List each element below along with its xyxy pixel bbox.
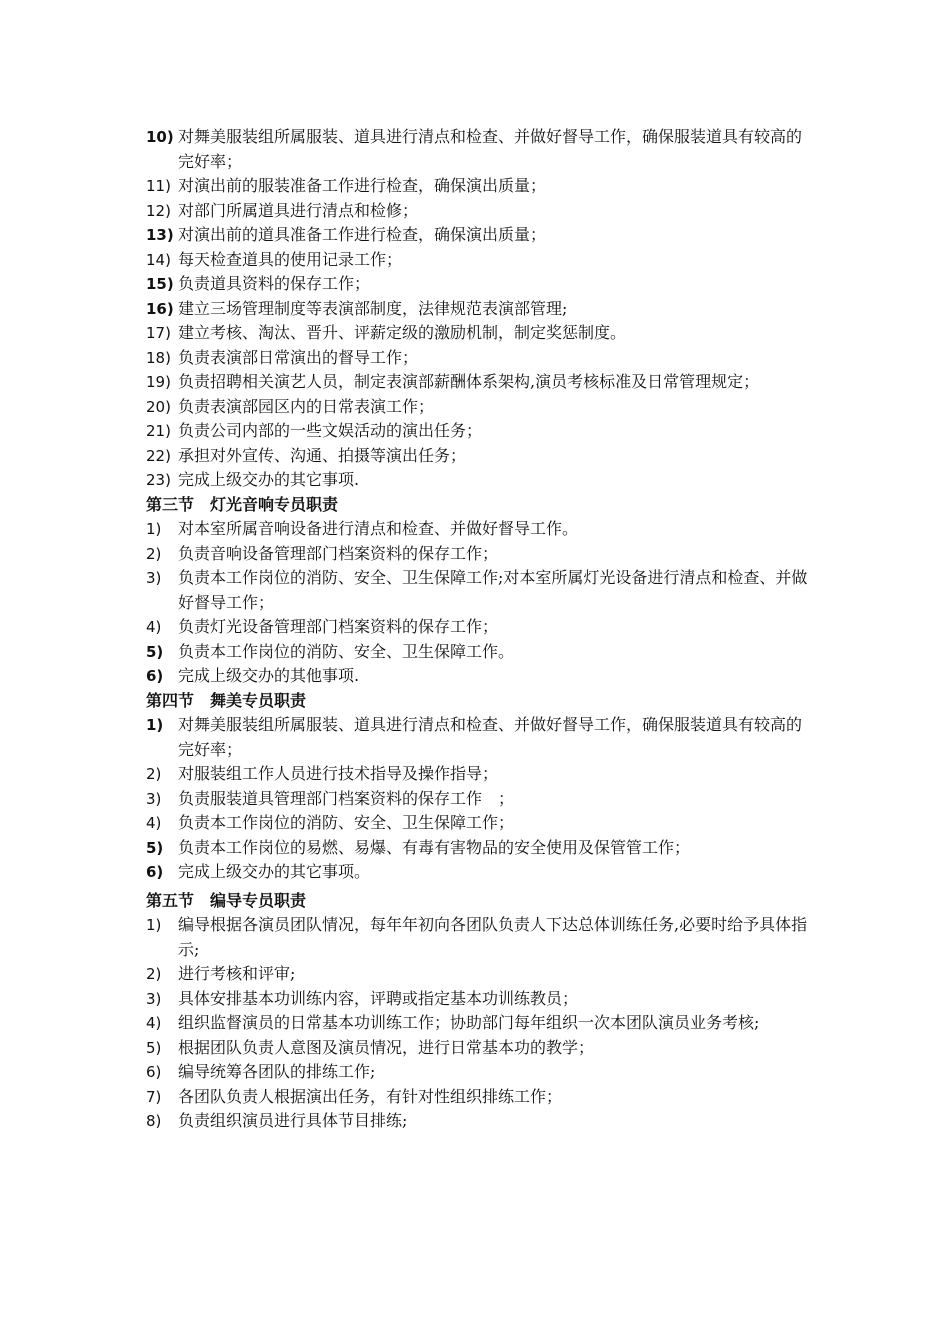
item-text: 对演出前的服装准备工作进行检查，确保演出质量； [178,176,547,195]
item-text: 负责本工作岗位的消防、安全、卫生保障工作。 [178,641,515,661]
item-text: 负责服装道具管理部门档案资料的保存工作 ； [178,788,515,808]
item-number: 4) [146,618,162,636]
item-number: 18) [146,348,171,367]
item-number: 1) [146,916,162,934]
item-number: 11) [146,177,171,195]
item-text: 负责本工作岗位的消防、安全、卫生保障工作;对本室所属灯光设备进行清点和检查、并做好督导工作； [178,568,808,612]
item-text: 负责表演部园区内的日常表演工作； [178,396,435,416]
section-3-list [146,517,812,689]
item-text: 负责本工作岗位的消防、安全、卫生保障工作； [178,813,515,832]
item-text: 组织监督演员的日常基本功训练工作；协助部门每年组织一次本团队演员业务考核; [178,1013,760,1032]
item-number: 13) [146,226,174,244]
item-text: 完成上级交办的其它事项. [178,470,360,489]
item-text: 负责表演部日常演出的督导工作； [178,347,419,367]
list-item [146,664,812,689]
item-number: 20) [146,397,171,416]
item-text: 建立三场管理制度等表演部制度，法律规范表演部管理; [178,298,568,318]
item-number: 1) [146,716,164,734]
list-item [146,836,812,861]
section-4-heading: 第四节 舞美专员职责 [146,690,307,710]
list-item [146,444,812,469]
item-text: 负责灯光设备管理部门档案资料的保存工作； [178,617,499,636]
item-number: 2) [146,544,162,563]
list-item [146,640,812,665]
item-number: 23) [146,471,171,489]
item-number: 4) [146,1014,162,1032]
item-number: 2) [146,765,162,783]
item-text: 承担对外宣传、沟通、拍摄等演出任务； [178,445,467,465]
item-number: 5) [146,1038,162,1057]
item-number: 16) [146,299,174,318]
list-item [146,1060,812,1085]
item-number: 3) [146,569,162,587]
document-content [146,125,812,1134]
list-item [146,566,812,615]
item-text: 对本室所属音响设备进行清点和检查、并做好督导工作。 [178,519,579,538]
item-text: 完成上级交办的其它事项。 [178,862,371,881]
item-number: 3) [146,989,162,1008]
item-number: 17) [146,324,171,342]
item-text: 对舞美服装组所属服装、道具进行清点和检查、并做好督导工作，确保服装道具有较高的完好率； [178,715,803,759]
list-item [146,174,812,199]
item-number: 5) [146,642,164,661]
item-text: 负责本工作岗位的易燃、易爆、有毒有害物品的安全使用及保管管工作； [178,837,691,857]
list-item [146,1109,812,1134]
item-text: 负责公司内部的一些文娱活动的演出任务； [178,421,483,440]
list-item [146,962,812,987]
section-3-heading: 第三节 灯光音响专员职责 [146,494,339,514]
list-item [146,199,812,224]
section-5-heading: 第五节 编导专员职责 [146,890,307,910]
item-text: 负责音响设备管理部门档案资料的保存工作； [178,543,499,563]
list-item [146,762,812,787]
item-text: 根据团队负责人意图及演员情况，进行日常基本功的教学； [178,1037,595,1057]
item-number: 22) [146,446,171,465]
item-text: 编导根据各演员团队情况，每年年初向各团队负责人下达总体训练任务,必要时给予具体指示; [178,915,808,959]
item-number: 15) [146,275,174,293]
section-5-list [146,913,812,1134]
list-item [146,913,812,962]
list-item [146,615,812,640]
item-number: 5) [146,838,164,857]
item-text: 对演出前的道具准备工作进行检查，确保演出质量； [178,225,547,244]
list-item [146,860,812,885]
item-number: 12) [146,201,171,220]
list-item [146,787,812,812]
item-number: 8) [146,1112,162,1130]
item-number: 10) [146,128,174,146]
item-text: 负责组织演员进行具体节目排练; [178,1111,408,1130]
item-number: 1) [146,520,162,538]
item-number: 7) [146,1087,162,1106]
item-text: 进行考核和评审; [178,964,296,983]
item-text: 对部门所属道具进行清点和检修； [178,200,419,220]
list-item [146,272,812,297]
item-text: 对舞美服装组所属服装、道具进行清点和检查、并做好督导工作，确保服装道具有较高的完好率； [178,127,803,171]
list-item [146,419,812,444]
list-item [146,125,812,174]
item-number: 21) [146,422,171,440]
list-item [146,297,812,322]
item-number: 14) [146,250,171,269]
item-text: 每天检查道具的使用记录工作； [178,249,403,269]
item-number: 19) [146,373,171,391]
item-number: 6) [146,1063,162,1081]
item-number: 3) [146,789,162,808]
item-text: 建立考核、淘汰、晋升、评薪定级的激励机制，制定奖惩制度。 [178,323,627,342]
list-item [146,370,812,395]
item-text: 各团队负责人根据演出任务，有针对性组织排练工作； [178,1086,563,1106]
item-text: 完成上级交办的其他事项. [178,666,360,685]
list-item [146,1085,812,1110]
item-number: 6) [146,863,164,881]
list-item [146,321,812,346]
item-number: 2) [146,965,162,983]
item-text: 具体安排基本功训练内容，评聘或指定基本功训练教员； [178,988,579,1008]
list-item [146,1011,812,1036]
list-item [146,346,812,371]
list-item [146,248,812,273]
item-text: 编导统筹各团队的排练工作; [178,1062,376,1081]
item-text: 负责道具资料的保存工作； [178,274,371,293]
item-number: 4) [146,814,162,832]
item-text: 负责招聘相关演艺人员，制定表演部薪酬体系架构,演员考核标准及日常管理规定； [178,372,760,391]
list-item [146,223,812,248]
list-item [146,811,812,836]
list-item [146,713,812,762]
list-item [146,987,812,1012]
list-item [146,468,812,493]
list-item [146,542,812,567]
list-item [146,517,812,542]
section-4-list [146,713,812,885]
item-text: 对服装组工作人员进行技术指导及操作指导； [178,764,499,783]
list-item [146,395,812,420]
duty-list-continued [146,125,812,493]
list-item [146,1036,812,1061]
item-number: 6) [146,667,164,685]
